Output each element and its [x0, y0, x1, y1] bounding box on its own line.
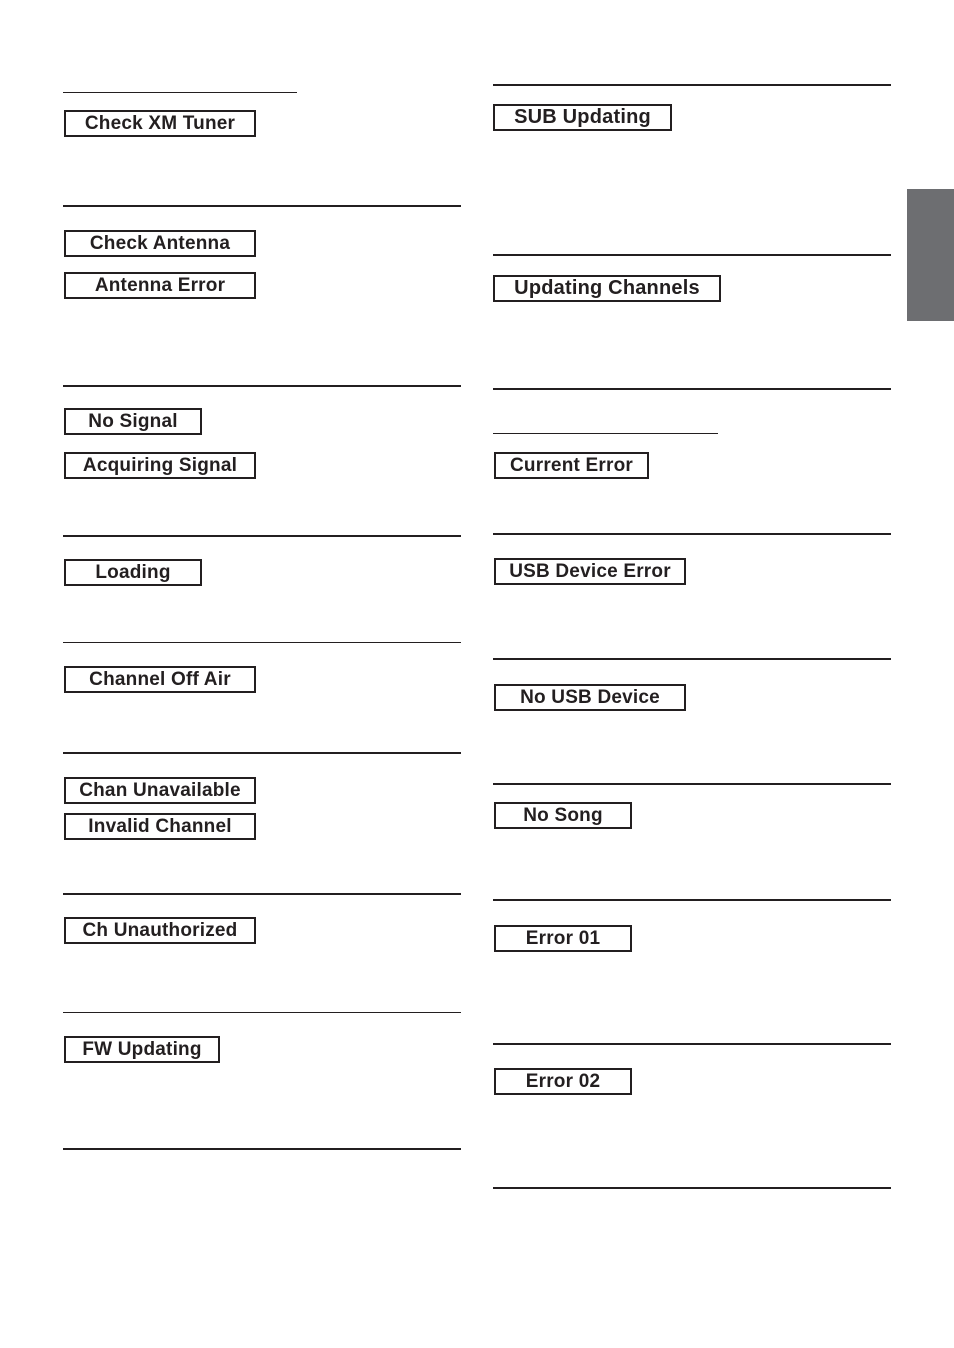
message-error-02: Error 02 [494, 1068, 632, 1095]
section-rule [493, 254, 891, 256]
message-updating-channels: Updating Channels [493, 275, 721, 302]
section-rule [493, 533, 891, 535]
section-rule [493, 783, 891, 785]
message-sub-updating: SUB Updating [493, 104, 672, 131]
section-rule [493, 658, 891, 660]
message-invalid-channel: Invalid Channel [64, 813, 256, 840]
message-current-error: Current Error [494, 452, 649, 479]
message-fw-updating: FW Updating [64, 1036, 220, 1063]
section-rule [63, 205, 461, 207]
message-no-signal: No Signal [64, 408, 202, 435]
section-rule [63, 1012, 461, 1013]
message-no-usb-device: No USB Device [494, 684, 686, 711]
message-ch-unauthorized: Ch Unauthorized [64, 917, 256, 944]
section-rule [63, 385, 461, 387]
message-acquiring-signal: Acquiring Signal [64, 452, 256, 479]
section-rule-short [63, 92, 297, 93]
section-rule [493, 84, 891, 86]
section-rule [63, 642, 461, 643]
section-rule [493, 1187, 891, 1189]
message-channel-off-air: Channel Off Air [64, 666, 256, 693]
message-antenna-error: Antenna Error [64, 272, 256, 299]
message-error-01: Error 01 [494, 925, 632, 952]
message-check-antenna: Check Antenna [64, 230, 256, 257]
section-rule [493, 899, 891, 901]
section-rule [63, 1148, 461, 1150]
section-rule [493, 388, 891, 390]
side-section-tab [907, 189, 954, 321]
section-rule-short [493, 433, 718, 434]
message-check-xm-tuner: Check XM Tuner [64, 110, 256, 137]
message-no-song: No Song [494, 802, 632, 829]
section-rule [63, 535, 461, 537]
section-rule [63, 893, 461, 895]
message-chan-unavailable: Chan Unavailable [64, 777, 256, 804]
message-loading: Loading [64, 559, 202, 586]
message-usb-device-error: USB Device Error [494, 558, 686, 585]
section-rule [63, 752, 461, 754]
section-rule [493, 1043, 891, 1045]
